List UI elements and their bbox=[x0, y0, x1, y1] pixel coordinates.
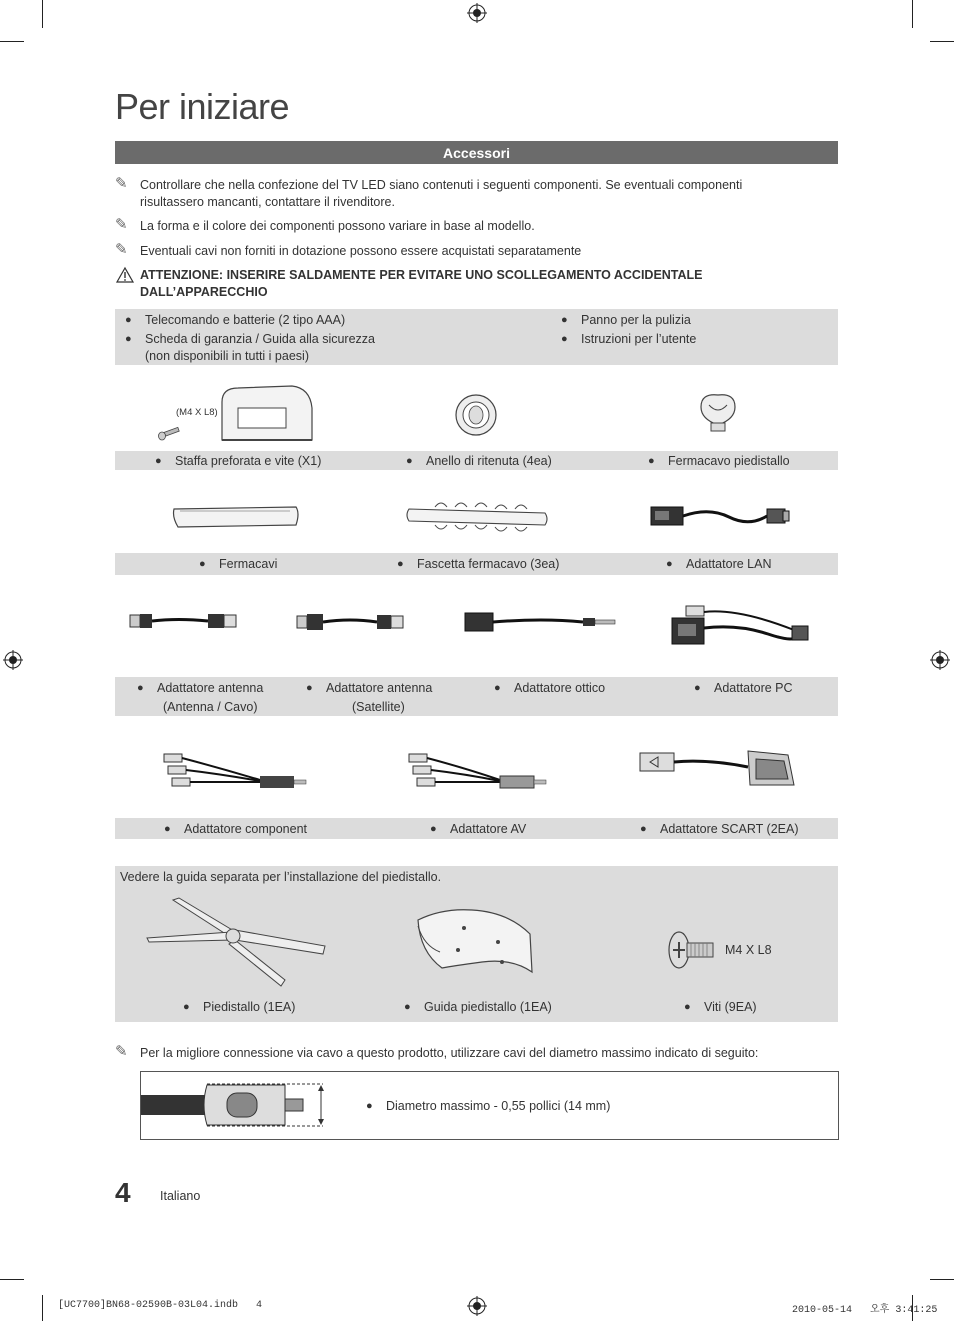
section-header: Accessori bbox=[115, 141, 838, 164]
registration-mark-icon bbox=[3, 650, 23, 670]
item-label-text: Adattatore LAN bbox=[686, 557, 772, 571]
bullet: ● bbox=[694, 682, 701, 694]
bullet: ● bbox=[366, 1100, 373, 1112]
item-label-text: Adattatore ottico bbox=[514, 681, 606, 695]
item-label-text: Adattatore PC bbox=[714, 681, 793, 695]
bullet: ● bbox=[561, 333, 568, 345]
screw-size-label: M4 X L8 bbox=[725, 943, 772, 957]
item-label-text: Adattatore AV bbox=[450, 822, 527, 836]
print-date: 2010-05-14 오후 3:41:25 bbox=[792, 1305, 938, 1316]
note bbox=[115, 177, 838, 211]
crop-mark bbox=[42, 1295, 43, 1321]
list-item-continuation: (non disponibili in tutti i paesi) bbox=[145, 349, 309, 363]
item-label bbox=[648, 452, 790, 470]
bullet: ● bbox=[164, 823, 171, 835]
list-item-label: Istruzioni per l’utente bbox=[581, 332, 697, 346]
warning-note bbox=[115, 267, 838, 301]
holder-ring-icon bbox=[453, 392, 499, 438]
list-item bbox=[125, 311, 346, 329]
pc-adapter-icon bbox=[668, 604, 812, 650]
item-label bbox=[694, 679, 793, 697]
item-label bbox=[155, 452, 322, 470]
item-label bbox=[137, 679, 264, 697]
list-item-label: Scheda di garanzia / Guida alla sicurezza bbox=[145, 332, 375, 346]
note-text: Eventuali cavi non forniti in dotazione possono essere acquistati separatamente bbox=[140, 244, 582, 258]
note-text: La forma e il colore dei componenti possono variare in base al modello. bbox=[140, 219, 535, 233]
page-number: 4 bbox=[115, 1177, 131, 1208]
registration-mark-icon bbox=[467, 1296, 487, 1316]
antenna-adapter-icon bbox=[128, 610, 240, 632]
screw-icon bbox=[158, 425, 180, 441]
item-label-text: Adattatore antenna bbox=[157, 681, 264, 695]
item-sublabel: (Antenna / Cavo) bbox=[163, 700, 258, 714]
item-label-text: Fermacavo piedistallo bbox=[668, 454, 790, 468]
item-label bbox=[430, 820, 527, 838]
bullet: ● bbox=[404, 1001, 411, 1013]
cable-tie-icon bbox=[405, 499, 551, 533]
cable-holder-icon bbox=[695, 389, 741, 435]
item-label-text: Viti (9EA) bbox=[704, 1000, 757, 1014]
bullet: ● bbox=[125, 314, 132, 326]
bullet: ● bbox=[155, 455, 162, 467]
bullet: ● bbox=[494, 682, 501, 694]
bracket-icon bbox=[218, 382, 314, 444]
wire-holder-icon bbox=[170, 503, 302, 529]
item-label bbox=[397, 555, 560, 573]
cable-icon bbox=[141, 1081, 331, 1129]
lan-adapter-icon bbox=[649, 503, 791, 529]
item-label bbox=[183, 998, 296, 1016]
item-label-text: Fermacavi bbox=[219, 557, 278, 571]
note-text: Per la migliore connessione via cavo a questo prodotto, utilizzare cavi del diametro massimo indicato di seguito: bbox=[140, 1046, 759, 1060]
warning-line: ATTENZIONE: INSERIRE SALDAMENTE PER EVITARE UNO SCOLLEGAMENTO ACCIDENTALE bbox=[140, 268, 703, 282]
av-adapter-icon bbox=[405, 748, 549, 796]
item-label bbox=[684, 998, 757, 1016]
item-label-text: Guida piedistallo (1EA) bbox=[424, 1000, 552, 1014]
note-line: risultassero mancanti, contattare il rivenditore. bbox=[140, 195, 395, 209]
item-label bbox=[404, 998, 552, 1016]
crop-mark bbox=[912, 0, 913, 28]
bullet: ● bbox=[397, 558, 404, 570]
page-title: Per iniziare bbox=[115, 86, 290, 127]
bullet: ● bbox=[640, 823, 647, 835]
item-label bbox=[199, 555, 278, 573]
pencil-note-icon: ✎ bbox=[115, 216, 128, 233]
bullet: ● bbox=[306, 682, 313, 694]
list-item bbox=[561, 330, 697, 348]
item-label bbox=[406, 452, 552, 470]
warning-text bbox=[140, 267, 703, 301]
warning-triangle-icon bbox=[116, 267, 134, 283]
bullet: ● bbox=[199, 558, 206, 570]
warning-line: DALL’APPARECCHIO bbox=[140, 285, 268, 299]
crop-mark bbox=[0, 41, 24, 42]
note bbox=[115, 1045, 838, 1062]
list-item-label: Telecomando e batterie (2 tipo AAA) bbox=[145, 313, 346, 327]
screw-size-label: (M4 X L8) bbox=[176, 407, 218, 418]
item-label bbox=[640, 820, 799, 838]
item-label bbox=[306, 679, 433, 697]
item-label-text: Diametro massimo - 0,55 pollici (14 mm) bbox=[386, 1099, 611, 1113]
item-sublabel: (Satellite) bbox=[352, 700, 405, 714]
list-item-label: Panno per la pulizia bbox=[581, 313, 691, 327]
stand-guide-icon bbox=[412, 906, 536, 974]
crop-mark bbox=[42, 0, 43, 28]
note-text bbox=[140, 177, 742, 211]
item-label bbox=[164, 820, 307, 838]
bullet: ● bbox=[684, 1001, 691, 1013]
bullet: ● bbox=[406, 455, 413, 467]
note bbox=[115, 243, 838, 260]
crop-mark bbox=[0, 1279, 24, 1280]
bullet: ● bbox=[666, 558, 673, 570]
stand-note: Vedere la guida separata per l’installazione del piedistallo. bbox=[120, 870, 442, 884]
crop-mark bbox=[930, 41, 954, 42]
item-label bbox=[494, 679, 606, 697]
pencil-note-icon: ✎ bbox=[115, 241, 128, 258]
item-label-text: Adattatore antenna bbox=[326, 681, 433, 695]
bullet: ● bbox=[125, 333, 132, 345]
registration-mark-icon bbox=[930, 650, 950, 670]
bullet: ● bbox=[183, 1001, 190, 1013]
scart-adapter-icon bbox=[638, 745, 798, 793]
stand-base-icon bbox=[143, 896, 329, 988]
item-label-text: Adattatore SCART (2EA) bbox=[660, 822, 799, 836]
item-label-text: Staffa preforata e vite (X1) bbox=[175, 454, 322, 468]
optical-adapter-icon bbox=[463, 610, 619, 634]
bullet: ● bbox=[430, 823, 437, 835]
page-language: Italiano bbox=[160, 1189, 201, 1203]
item-label-text: Anello di ritenuta (4ea) bbox=[426, 454, 552, 468]
note-line: Controllare che nella confezione del TV LED siano contenuti i seguenti componenti. Se eventuali componenti bbox=[140, 178, 743, 192]
file-info: [UC7700]BN68-02590B-03L04.indb 4 bbox=[58, 1300, 263, 1311]
list-item bbox=[561, 311, 691, 329]
satellite-adapter-icon bbox=[295, 610, 407, 634]
stand-screw-icon bbox=[667, 930, 717, 970]
bullet: ● bbox=[137, 682, 144, 694]
bullet: ● bbox=[648, 455, 655, 467]
item-label bbox=[666, 555, 772, 573]
bullet: ● bbox=[561, 314, 568, 326]
item-label bbox=[366, 1097, 611, 1115]
item-label-text: Adattatore component bbox=[184, 822, 307, 836]
crop-mark bbox=[930, 1279, 954, 1280]
pencil-note-icon: ✎ bbox=[115, 1043, 128, 1060]
component-adapter-icon bbox=[160, 748, 310, 796]
item-label-text: Fascetta fermacavo (3ea) bbox=[417, 557, 560, 571]
item-label-text: Piedistallo (1EA) bbox=[203, 1000, 296, 1014]
list-item bbox=[125, 330, 375, 348]
pencil-note-icon: ✎ bbox=[115, 175, 128, 192]
registration-mark-icon bbox=[467, 3, 487, 23]
note bbox=[115, 218, 838, 235]
